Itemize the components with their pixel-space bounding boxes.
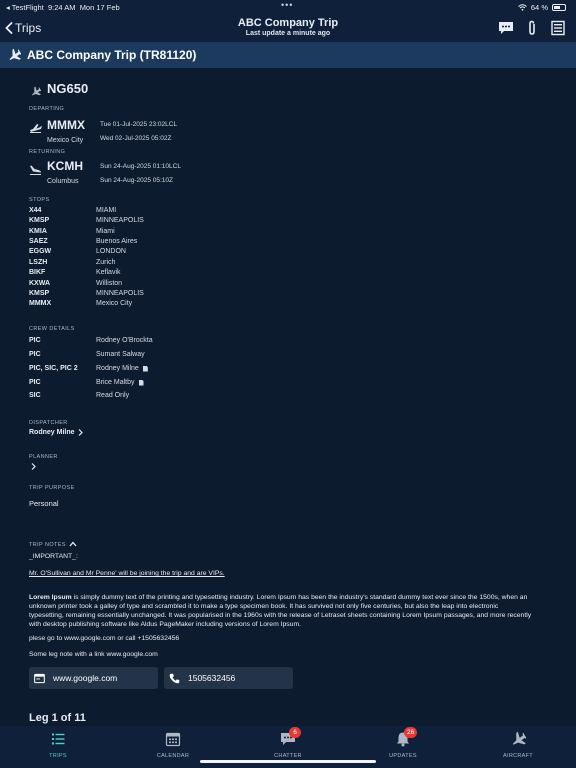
document-icon[interactable] (143, 366, 148, 372)
multitasking-dots[interactable]: ••• (281, 0, 294, 10)
lorem-line: typesetting, remaining essentially unchanged. It was popularised in the 1960s with the release of Letraset sheets containing Lorem Ipsum passages, and more recently (29, 612, 532, 619)
stop-code: MMMX (29, 300, 52, 307)
status-left (6, 3, 120, 12)
calendar-icon (165, 731, 181, 747)
chevron-right-icon[interactable] (31, 463, 36, 470)
notes-lorem (29, 593, 574, 629)
tab-calendar[interactable] (133, 731, 213, 759)
notes-contact: plese go to www.google.com or call +1505632456 (29, 635, 180, 642)
stop-code: EGGW (29, 248, 52, 255)
crew-role: SIC (29, 392, 41, 399)
stop-code: KMIA (29, 228, 47, 235)
chevron-right-icon (78, 429, 83, 436)
back-label: Trips (15, 21, 42, 35)
list-icon[interactable] (550, 20, 566, 36)
status-bar (0, 0, 576, 14)
dispatcher-link[interactable] (29, 429, 83, 436)
leg-note: Some leg note with a link www.google.com (29, 651, 158, 658)
trip-notes-label: TRIP NOTES (29, 542, 66, 548)
crew-name (96, 365, 148, 372)
tab-aircraft[interactable] (478, 731, 558, 759)
departing-time-zulu: Wed 02-Jul-2025 05:02Z (100, 135, 172, 142)
airplane-icon (7, 48, 21, 62)
notes-vip: Mr. O'Sullivan and Mr Penne' will be joining the trip and are VIPs. (29, 570, 225, 577)
stop-code: KMSP (29, 290, 50, 297)
stop-name: Buenos Aires (96, 238, 138, 245)
returning-label: RETURNING (29, 149, 66, 155)
trip-purpose-value: Personal (29, 499, 59, 508)
status-right (518, 3, 566, 12)
phone-icon (169, 673, 180, 684)
notes-important: _IMPORTANT_: (29, 553, 78, 560)
web-label: www.google.com (53, 673, 118, 683)
status-date: Mon 17 Feb (79, 3, 120, 12)
chat-icon[interactable] (498, 20, 514, 36)
chat-icon (280, 731, 296, 747)
home-indicator[interactable] (200, 760, 376, 763)
returning-code: KCMH (47, 159, 83, 173)
tab-label: CALENDAR (156, 753, 190, 759)
flight-icon (30, 86, 41, 97)
lorem-line (29, 593, 574, 602)
stop-code: KXWA (29, 280, 50, 287)
departing-code: MMMX (47, 118, 85, 132)
stop-name: Williston (96, 280, 123, 287)
flight-number: NG650 (47, 81, 89, 96)
updates-badge: 26 (404, 727, 417, 738)
takeoff-icon (29, 122, 42, 133)
open-web-button[interactable] (29, 667, 158, 689)
battery-percent: 64 % (530, 3, 548, 12)
stops-label: STOPS (29, 197, 50, 203)
crew-name-text: Brice Maltby (96, 379, 135, 386)
departing-label: DEPARTING (29, 106, 65, 112)
departing-city: Mexico City (47, 137, 84, 144)
stop-name: MINNEAPOLIS (96, 290, 144, 297)
phone-label: 1505632456 (188, 673, 236, 683)
nav-actions (498, 20, 566, 36)
lorem-bold: Lorem Ipsum (29, 594, 72, 601)
tab-trips[interactable] (18, 731, 98, 759)
stop-name: Zurich (96, 259, 116, 266)
trip-title: ABC Company Trip (TR81120) (27, 48, 197, 62)
crew-role: PIC, SIC, PIC 2 (29, 365, 78, 372)
departing-time-local: Tue 01-Jul-2025 23:02LCL (100, 121, 178, 128)
dispatcher-name: Rodney Milne (29, 429, 75, 436)
status-carrier[interactable]: ◂ TestFlight (6, 3, 44, 12)
chatter-badge: 6 (289, 727, 301, 738)
bell-icon (395, 729, 415, 747)
landing-icon (29, 164, 42, 175)
stop-name: Mexico City (96, 300, 133, 307)
dispatcher-label: DISPATCHER (29, 420, 68, 426)
stop-code: LSZH (29, 259, 48, 266)
stop-name: Miami (96, 228, 115, 235)
trip-details (0, 68, 576, 726)
lorem-line: with desktop publishing software like Aldus PageMaker including versions of Lorem Ipsum. (29, 621, 302, 628)
document-icon[interactable] (139, 380, 144, 386)
crew-role: PIC (29, 379, 41, 386)
stop-code: SAEZ (29, 238, 48, 245)
tab-label: TRIPS (49, 753, 67, 759)
stop-code: BIKF (29, 269, 46, 276)
crew-name-text: Sumant Salway (96, 351, 145, 358)
battery-icon (552, 4, 566, 11)
trips-list-icon (50, 731, 66, 747)
tab-updates[interactable] (363, 731, 443, 759)
stop-code: X44 (29, 207, 42, 214)
stop-name: MIAMI (96, 207, 117, 214)
wifi-icon (518, 4, 527, 11)
nav-bar (0, 14, 576, 42)
airplane-icon (510, 731, 526, 747)
crew-role: PIC (29, 337, 41, 344)
crew-label: CREW DETAILS (29, 326, 75, 332)
crew-name (96, 392, 129, 399)
crew-name (96, 351, 145, 358)
lorem-line: unknown printer took a galley of type and scrambled it to make a type specimen book. It has survived not only five centuries, but also the leap into electronic (29, 603, 499, 610)
page-subtitle: Last update a minute ago (245, 30, 331, 37)
returning-time-local: Sun 24-Aug-2025 01:10LCL (100, 163, 181, 170)
crew-name (96, 379, 144, 386)
tab-chatter[interactable] (248, 731, 328, 759)
returning-time-zulu: Sun 24-Aug-2025 05:10Z (100, 177, 173, 184)
crew-name-text: Rodney Milne (96, 365, 139, 372)
chevron-up-icon[interactable] (69, 541, 77, 547)
nav-title-block (0, 17, 576, 37)
tab-label: AIRCRAFT (503, 753, 533, 759)
crew-name-text: Read Only (96, 392, 130, 399)
call-button[interactable] (164, 667, 293, 689)
crew-role: PIC (29, 351, 41, 358)
lorem-text: is simply dummy text of the printing and typesetting industry. Lorem Ipsum has been the industry's standard dummy text ever since the 1500s, when an (71, 594, 528, 601)
tab-label: CHATTER (274, 753, 302, 759)
trip-purpose-label: TRIP PURPOSE (29, 485, 75, 491)
stop-code: KMSP (29, 217, 50, 224)
crew-name (96, 337, 153, 344)
returning-city: Columbus (47, 178, 79, 185)
stop-name: MINNEAPOLIS (96, 217, 144, 224)
stop-name: LONDON (96, 248, 126, 255)
status-time: 9:24 AM (47, 3, 76, 12)
page-title: ABC Company Trip (237, 17, 339, 29)
browser-icon (34, 673, 45, 684)
trip-header (0, 42, 576, 68)
leg-title: Leg 1 of 11 (29, 712, 86, 724)
planner-label: PLANNER (29, 454, 58, 460)
paperclip-icon[interactable] (524, 20, 540, 36)
stop-name: Keflavik (96, 269, 121, 276)
tab-label: UPDATES (389, 753, 417, 759)
crew-name-text: Rodney O'Brockta (96, 337, 153, 344)
